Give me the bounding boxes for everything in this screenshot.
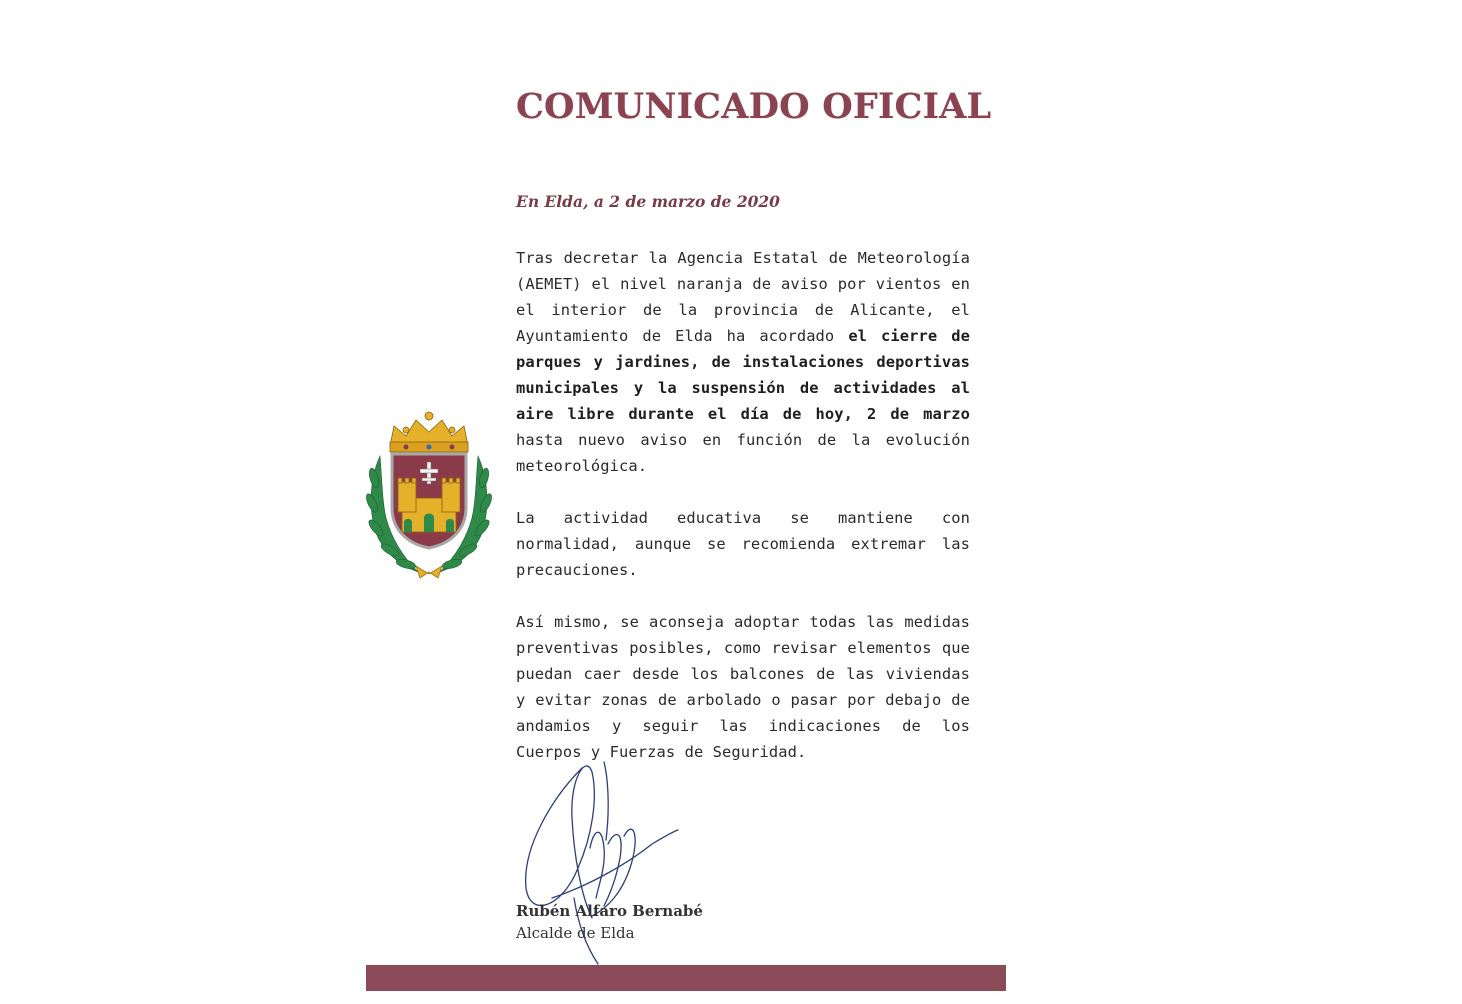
signer-block: [516, 900, 703, 944]
paragraph-1-text-end: hasta nuevo aviso en función de la evolución meteorológica.: [516, 431, 970, 475]
signer-name: Rubén Alfaro Bernabé: [516, 902, 703, 920]
paragraph-1-bold-text: el cierre de parques y jardines, de instalaciones deportivas municipales y la suspensión de actividades al aire libre durante el día de hoy, 2 de marzo: [516, 327, 970, 423]
document-title: COMUNICADO OFICIAL: [516, 86, 992, 127]
paragraph-2: La actividad educativa se mantiene con normalidad, aunque se recomienda extremar las precauciones.: [516, 509, 970, 579]
paragraph-1: [516, 245, 970, 479]
coat-of-arms-icon: [366, 408, 492, 580]
paragraph-1-text-start: Tras decretar la Agencia Estatal de Meteorología (AEMET) el nivel naranja de aviso por vientos en el interior de la provincia de Alicante, el Ayuntamiento de Elda ha acordado: [516, 249, 970, 345]
paragraph-3: Así mismo, se aconseja adoptar todas las medidas preventivas posibles, como revisar elementos que puedan caer desde los balcones de las viviendas y evitar zonas de arbolado o pasar por debajo de andamios y seguir las indicaciones de los Cuerpos y Fuerzas de Seguridad.: [516, 613, 970, 761]
footer-bar: [366, 965, 1006, 991]
date-line: En Elda, a 2 de marzo de 2020: [516, 192, 780, 211]
document-body: [516, 245, 970, 791]
signer-role: Alcalde de Elda: [516, 924, 635, 942]
document-page: [366, 6, 1014, 996]
